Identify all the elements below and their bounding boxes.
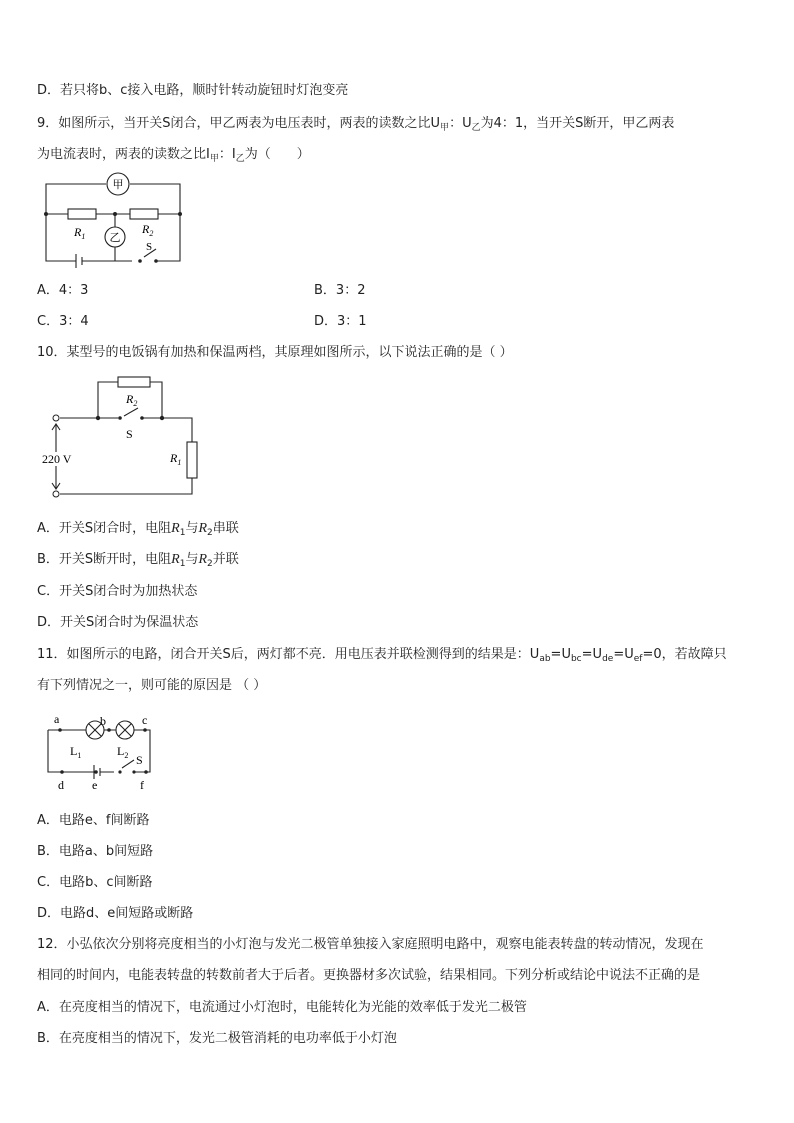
q9-stem-line2: 为电流表时，两表的读数之比$I_甲$：$I_乙$为（ ） bbox=[37, 147, 310, 164]
q11-stem-line1: 11．如图所示的电路，闭合开关S后，两灯都不亮．用电压表并联检测得到的结果是：$U_{ab}=U_{bc}=U_{de}=U_{ef}=0$，若故障只 bbox=[37, 647, 727, 664]
q10-option-b: B．开关S断开时，电阻$R_1$与$R_2$并联 bbox=[37, 552, 239, 569]
q10-switch-label: S bbox=[126, 427, 133, 441]
q12-stem-line1: 12．小弘依次分别将亮度相当的小灯泡与发光二极管单独接入家庭照明电路中，观察电能表转盘的转动情况，发现在 bbox=[37, 937, 704, 952]
q11-l2-label: $L_2$ bbox=[117, 744, 129, 760]
q11-point-f: f bbox=[140, 778, 144, 792]
q11-stem-line2: 有下列情况之一，则可能的原因是 （ ） bbox=[37, 678, 267, 693]
q11-option-c: C．电路b、c间断路 bbox=[37, 875, 153, 890]
q9-stem-line1: 9．如图所示，当开关S闭合，甲乙两表为电压表时，两表的读数之比$U_甲$：$U_乙$为4：1，当开关S断开，甲乙两表 bbox=[37, 116, 675, 133]
q10-option-a: A．开关S闭合时，电阻$R_1$与$R_2$串联 bbox=[37, 521, 239, 538]
q10-voltage-label: 220 V bbox=[42, 452, 72, 466]
q9-option-d: D．3：1 bbox=[314, 314, 367, 329]
q9-r2-label: $R_2$ bbox=[142, 222, 154, 238]
q9-meter-jia-label: 甲 bbox=[112, 179, 124, 191]
q12-stem-line2: 相同的时间内，电能表转盘的转数前者大于后者。更换器材多次试验，结果相同。下列分析或结论中说法不正确的是 bbox=[37, 968, 701, 983]
q12-option-a: A．在亮度相当的情况下，电流通过小灯泡时，电能转化为光能的效率低于发光二极管 bbox=[37, 1000, 527, 1015]
q10-option-c: C．开关S闭合时为加热状态 bbox=[37, 584, 198, 599]
q12-option-b: B．在亮度相当的情况下，发光二极管消耗的电功率低于小灯泡 bbox=[37, 1031, 397, 1046]
q11-point-a: a bbox=[54, 712, 60, 726]
q10-stem: 10．某型号的电饭锅有加热和保温两档，其原理如图所示，以下说法正确的是（ ） bbox=[37, 345, 513, 360]
q9-option-c: C．3：4 bbox=[37, 314, 89, 329]
q9-option-b: B．3：2 bbox=[314, 283, 366, 298]
q11-point-b: b bbox=[100, 714, 106, 728]
q9-switch-label: S bbox=[146, 241, 153, 253]
q11-option-a: A．电路e、f间断路 bbox=[37, 813, 150, 828]
q10-r1-label: $R_1$ bbox=[170, 451, 182, 467]
q11-option-d: D．电路d、e间短路或断路 bbox=[37, 906, 194, 921]
q11-point-c: c bbox=[142, 713, 148, 727]
q9-circuit-diagram bbox=[38, 170, 188, 270]
q10-r2-label: $R_2$ bbox=[126, 392, 138, 408]
q9-meter-yi-label: 乙 bbox=[109, 232, 121, 244]
q11-circuit-diagram bbox=[38, 708, 168, 794]
q11-switch-label: S bbox=[136, 753, 143, 767]
q9-option-a: A．4：3 bbox=[37, 283, 89, 298]
q10-circuit-diagram bbox=[38, 370, 208, 505]
q9-r1-label: $R_1$ bbox=[74, 225, 86, 241]
q11-point-d: d bbox=[58, 778, 64, 792]
q11-point-e: e bbox=[92, 778, 98, 792]
q11-option-b: B．电路a、b间短路 bbox=[37, 844, 154, 859]
q11-l1-label: $L_1$ bbox=[70, 744, 82, 760]
q8-option-d: D．若只将b、c接入电路，顺时针转动旋钮时灯泡变亮 bbox=[37, 83, 349, 98]
q10-option-d: D．开关S闭合时为保温状态 bbox=[37, 615, 199, 630]
